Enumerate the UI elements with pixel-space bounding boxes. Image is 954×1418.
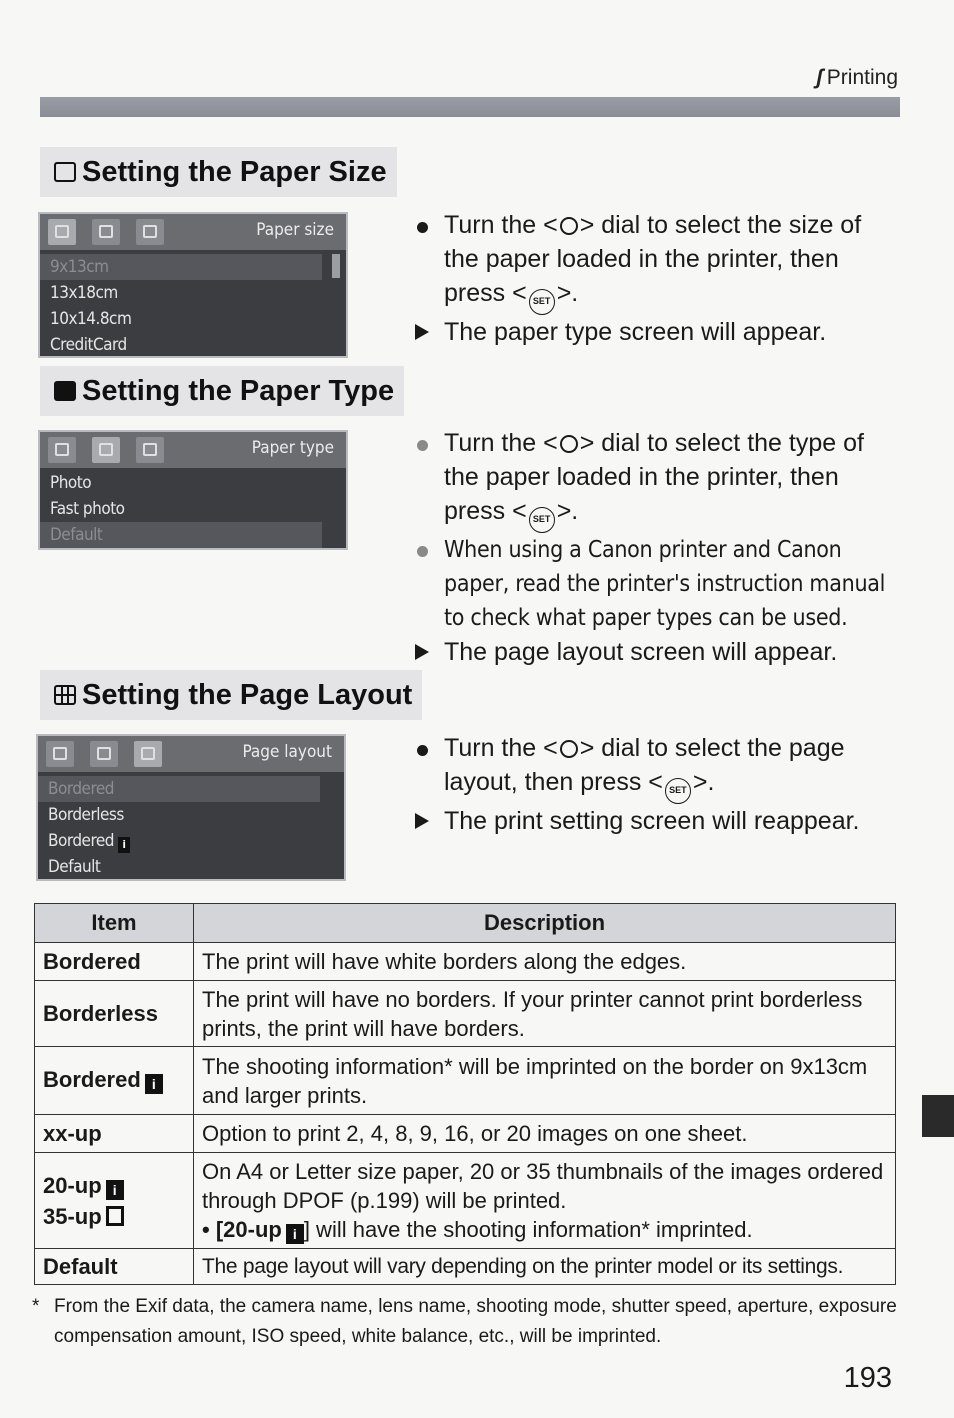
lcd-tabs — [38, 736, 344, 772]
bullet-item: The page layout screen will appear. — [410, 635, 900, 669]
bullets-page-layout — [410, 731, 900, 838]
tab-page-layout — [136, 219, 164, 245]
lcd-paper-size — [38, 212, 348, 358]
lcd-option: 9x13cm — [40, 254, 322, 280]
page-layout-table — [34, 903, 896, 1285]
tab-page-layout — [134, 741, 162, 767]
bullets-paper-type — [410, 426, 900, 669]
bullet-item: Turn the < > dial to select the type of the paper loaded in the printer, then press < SET >. — [410, 426, 900, 533]
tab-paper-type — [90, 741, 118, 767]
lcd-option: Bordered i — [38, 828, 344, 854]
bullet-dot-icon — [417, 745, 428, 756]
result-arrow-icon — [415, 324, 429, 340]
table-cell-item: Bordered i — [35, 1047, 194, 1115]
lcd-title: Paper size — [256, 220, 334, 240]
column-header: Item — [35, 904, 194, 943]
lcd-scrollbar — [332, 254, 340, 278]
main-dial-icon — [560, 217, 578, 235]
table-cell-desc: The shooting information* will be imprinted on the border on 9x13cm and larger prints. — [194, 1047, 896, 1115]
header-bar — [40, 97, 900, 117]
table-row — [35, 1153, 896, 1249]
info-icon: i — [106, 1180, 124, 1200]
table-cell-desc: Option to print 2, 4, 8, 9, 16, or 20 images on one sheet. — [194, 1115, 896, 1153]
set-button-icon: SET — [665, 778, 691, 804]
result-arrow-icon — [415, 644, 429, 660]
paper-size-icon — [54, 162, 76, 182]
main-dial-icon — [560, 740, 578, 758]
paper-type-icon — [54, 381, 76, 401]
section-title-paper-type: Setting the Paper Type — [40, 366, 404, 416]
bullet-item: The paper type screen will appear. — [410, 315, 900, 349]
table-row — [35, 1115, 896, 1153]
table-row — [35, 981, 896, 1047]
lcd-option: Default — [48, 857, 101, 877]
tab-paper-size — [46, 741, 74, 767]
info-icon: i — [118, 837, 130, 853]
set-button-icon: SET — [529, 289, 555, 315]
lcd-option: CreditCard — [50, 335, 127, 355]
lcd-option: 13x18cm — [50, 283, 118, 303]
tab-paper-type — [92, 219, 120, 245]
table-cell-item: xx-up — [35, 1115, 194, 1153]
lcd-tabs — [40, 432, 346, 468]
column-header: Description — [194, 904, 896, 943]
lcd-option: Default — [40, 522, 322, 548]
square-icon — [106, 1206, 124, 1226]
section-title-page-layout: Setting the Page Layout — [40, 670, 422, 720]
lcd-option: Photo — [50, 473, 92, 493]
table-row — [35, 943, 896, 981]
main-dial-icon — [560, 435, 578, 453]
info-icon: i — [145, 1074, 163, 1094]
lcd-option: 10x14.8cm — [50, 309, 132, 329]
chapter-name: Printing — [826, 66, 898, 89]
table-header-row — [35, 904, 896, 943]
tab-paper-type — [92, 437, 120, 463]
table-cell-item: Bordered — [35, 943, 194, 981]
lcd-tabs — [40, 214, 346, 250]
tab-paper-size — [48, 219, 76, 245]
bullet-item: The print setting screen will reappear. — [410, 804, 900, 838]
bullet-dot-icon — [417, 222, 428, 233]
result-arrow-icon — [415, 813, 429, 829]
table-cell-desc: The page layout will vary depending on the printer model or its settings. — [194, 1249, 896, 1285]
printer-icon: ʃ — [816, 66, 823, 89]
table-cell-item: Default — [35, 1249, 194, 1285]
section-title-paper-size: Setting the Paper Size — [40, 147, 397, 197]
bullet-item: When using a Canon printer and Canon paper, read the printer's instruction manual to check what paper types can be used. — [410, 533, 900, 635]
lcd-title: Paper type — [251, 438, 334, 458]
bullet-item: Turn the < > dial to select the size of the paper loaded in the printer, then press < SET >. — [410, 208, 900, 315]
chapter-thumb-tab — [922, 1095, 954, 1137]
bullet-dot-icon — [417, 546, 428, 557]
page-number: 193 — [843, 1362, 892, 1394]
tab-page-layout — [136, 437, 164, 463]
bullet-item: Turn the < > dial to select the page layout, then press < SET >. — [410, 731, 900, 804]
footnote: * From the Exif data, the camera name, lens name, shooting mode, shutter speed, aperture, exposure compensation amount, ISO speed, white balance, etc., will be imprinted. — [32, 1296, 897, 1347]
table-cell-item: Borderless — [35, 981, 194, 1047]
table-cell-desc: The print will have white borders along the edges. — [194, 943, 896, 981]
lcd-paper-type — [38, 430, 348, 550]
lcd-option: Borderless — [48, 805, 124, 825]
lcd-page-layout — [36, 734, 346, 881]
page-layout-icon — [54, 685, 76, 705]
table-cell-desc: The print will have no borders. If your printer cannot print borderless prints, the print will have borders. — [194, 981, 896, 1047]
table-row — [35, 1249, 896, 1285]
table-row — [35, 1047, 896, 1115]
lcd-option: Fast photo — [50, 499, 125, 519]
chapter-header — [816, 66, 898, 90]
table-cell-item: 20-up i 35-up — [35, 1153, 194, 1249]
bullet-dot-icon — [417, 440, 428, 451]
table-cell-desc: On A4 or Letter size paper, 20 or 35 thumbnails of the images ordered through DPOF (p.199) will be printed. • [20-up i ] will have the shooting information* imprinted. — [194, 1153, 896, 1249]
bullets-paper-size — [410, 208, 900, 349]
lcd-option: Bordered — [38, 776, 320, 802]
tab-paper-size — [48, 437, 76, 463]
lcd-title: Page layout — [242, 742, 332, 762]
info-icon: i — [286, 1224, 304, 1244]
set-button-icon: SET — [529, 507, 555, 533]
